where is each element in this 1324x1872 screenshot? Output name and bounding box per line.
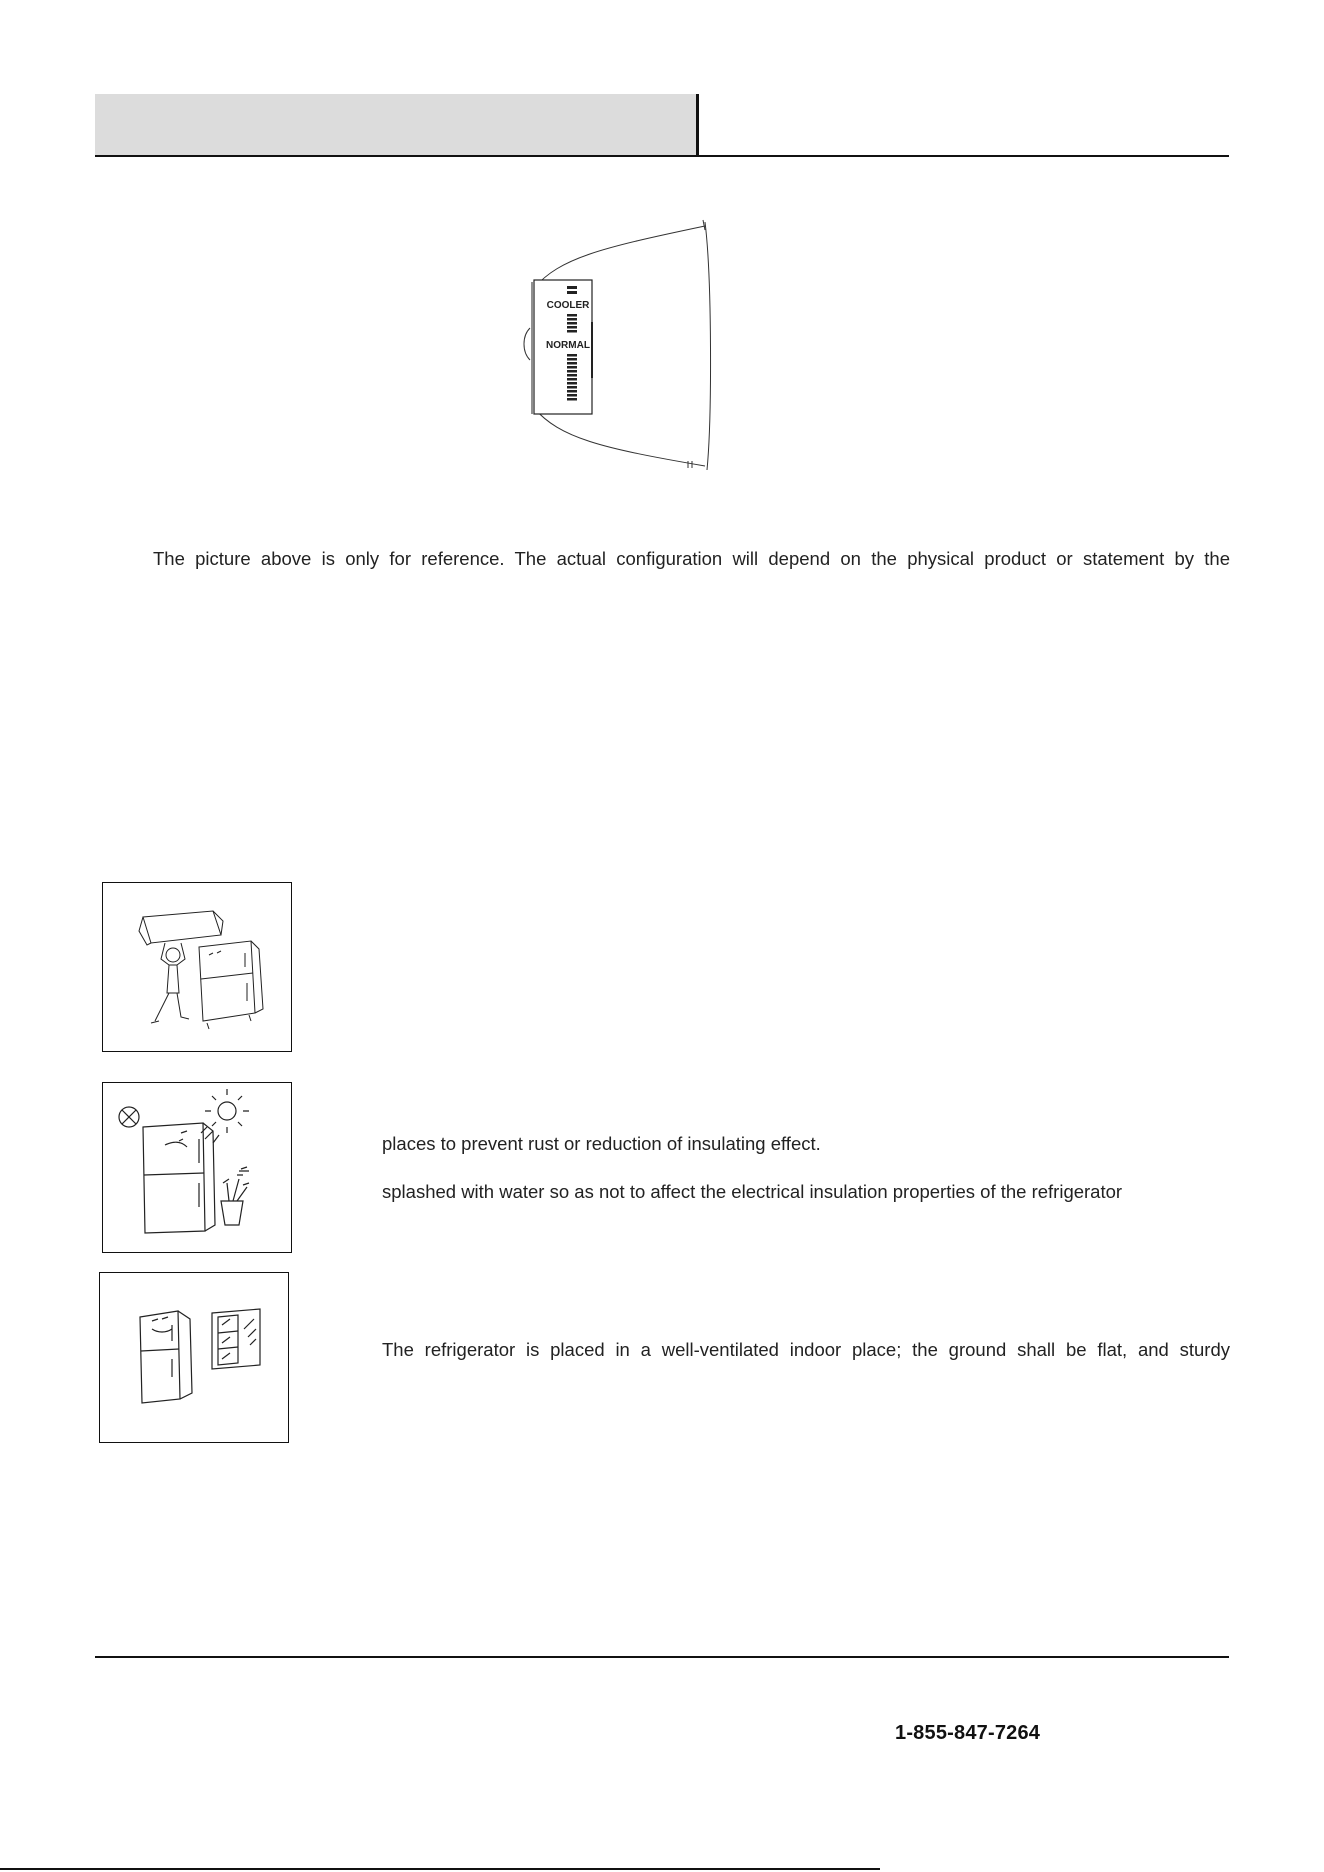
- rust-note: places to prevent rust or reduction of insulating effect.: [382, 1133, 821, 1154]
- ventilated-placement-icon: [100, 1273, 287, 1441]
- ventilated-placement-illustration: [99, 1272, 289, 1443]
- thermostat-dial-icon: [520, 218, 720, 473]
- footer-rule: [95, 1656, 1229, 1658]
- header-divider: [696, 94, 699, 157]
- sun-water-illustration: [102, 1082, 292, 1253]
- header-bar: [95, 94, 698, 156]
- thermostat-dial-illustration: [520, 218, 720, 473]
- carrying-refrigerator-icon: [103, 883, 290, 1050]
- reference-note: The picture above is only for reference. The actual configuration will depend on the physical product or statement by the: [153, 548, 1230, 569]
- no-sun-no-water-icon: [103, 1083, 290, 1251]
- ventilation-note: The refrigerator is placed in a well-ventilated indoor place; the ground shall be flat, and sturdy: [382, 1339, 1230, 1360]
- carrying-refrigerator-illustration: [102, 882, 292, 1052]
- normal-label: NORMAL: [546, 340, 590, 351]
- header-rule: [95, 155, 1229, 157]
- cooler-label: COOLER: [546, 300, 590, 311]
- support-phone-number: 1-855-847-7264: [895, 1722, 1041, 1744]
- water-note: splashed with water so as not to affect the electrical insulation properties of the refrigerator: [382, 1181, 1123, 1202]
- bottom-rule: [0, 1868, 880, 1870]
